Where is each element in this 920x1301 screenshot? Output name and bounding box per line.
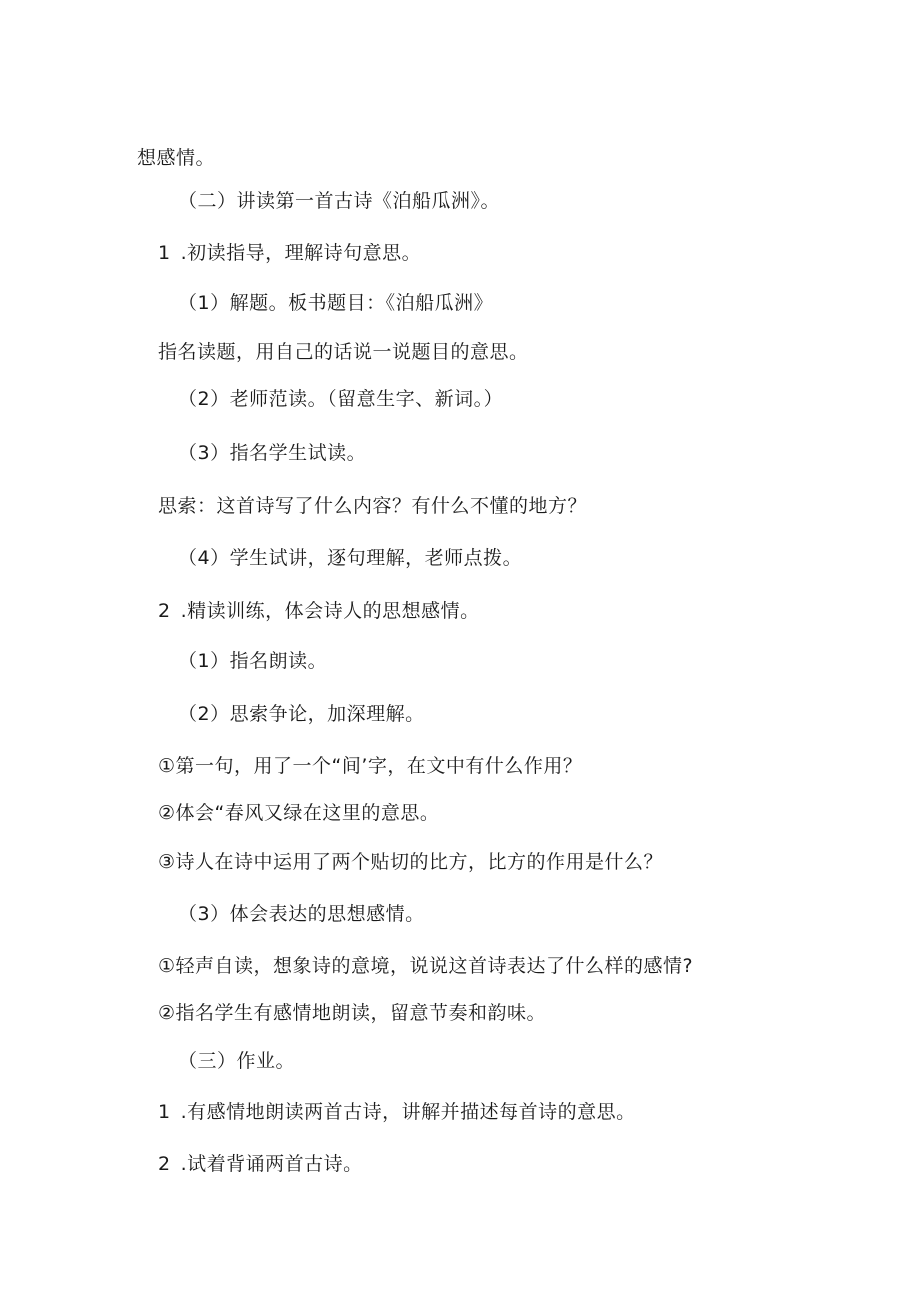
question-item <box>158 1001 546 1025</box>
sub-item <box>178 649 327 673</box>
question-item <box>158 850 663 874</box>
paragraph-line <box>158 340 529 364</box>
sub-item <box>178 702 425 726</box>
line-text: ①轻声自读，想象诗的意境，说说这首诗表达了什么样的感情? <box>158 955 694 977</box>
sub-item <box>178 902 425 926</box>
question-item <box>158 754 582 778</box>
line-text: （4）学生试讲，逐句理解，老师点拨。 <box>178 547 523 569</box>
line-text: （3）指名学生试读。 <box>178 442 367 464</box>
sub-item <box>178 291 493 315</box>
line-text: ②指名学生有感情地朗读，留意节奏和韵味。 <box>158 1002 547 1024</box>
section-heading <box>178 189 500 213</box>
line-text: ①第一句，用了一个“间’字，在文中有什么作用？ <box>158 755 583 777</box>
section-heading <box>178 1049 295 1073</box>
question-item <box>158 801 439 825</box>
line-text: （三）作业。 <box>178 1050 296 1072</box>
line-text: .试着背诵两首古诗。 <box>180 1153 363 1175</box>
line-text: 想感情。 <box>137 147 216 169</box>
line-text: .有感情地朗读两首古诗，讲解并描述每首诗的意思。 <box>180 1101 636 1123</box>
paragraph-line <box>137 146 215 170</box>
line-text: （1）解题。板书题目：《泊船瓜洲》 <box>178 292 494 314</box>
line-text: （2）老师范读。（留意生字、新词。） <box>178 388 504 410</box>
line-text: 指名读题，用自己的话说一说题目的意思。 <box>158 341 529 363</box>
item-number: 2 <box>158 1153 171 1175</box>
sub-item <box>178 441 366 465</box>
numbered-item <box>158 599 480 623</box>
line-text: （二）讲读第一首古诗《泊船瓜洲》。 <box>178 190 501 212</box>
numbered-item <box>158 1152 363 1176</box>
paragraph-line <box>158 494 587 518</box>
line-text: （2）思索争论，加深理解。 <box>178 703 425 725</box>
item-number: 1 <box>158 1101 171 1123</box>
numbered-item <box>158 1100 636 1124</box>
line-text: ②体会“春风又绿在这里的意思。 <box>158 802 440 824</box>
numbered-item <box>158 241 421 265</box>
line-text: ③诗人在诗中运用了两个贴切的比方，比方的作用是什么？ <box>158 851 664 873</box>
line-text: 思索：这首诗写了什么内容？有什么不懂的地方？ <box>158 495 588 517</box>
item-number: 2 <box>158 600 171 622</box>
sub-item <box>178 387 503 411</box>
sub-item <box>178 546 522 570</box>
line-text: .精读训练，体会诗人的思想感情。 <box>180 600 480 622</box>
question-item <box>158 954 693 978</box>
item-number: 1 <box>158 242 171 264</box>
line-text: （3）体会表达的思想感情。 <box>178 903 425 925</box>
line-text: （1）指名朗读。 <box>178 650 328 672</box>
line-text: .初读指导，理解诗句意思。 <box>180 242 422 264</box>
